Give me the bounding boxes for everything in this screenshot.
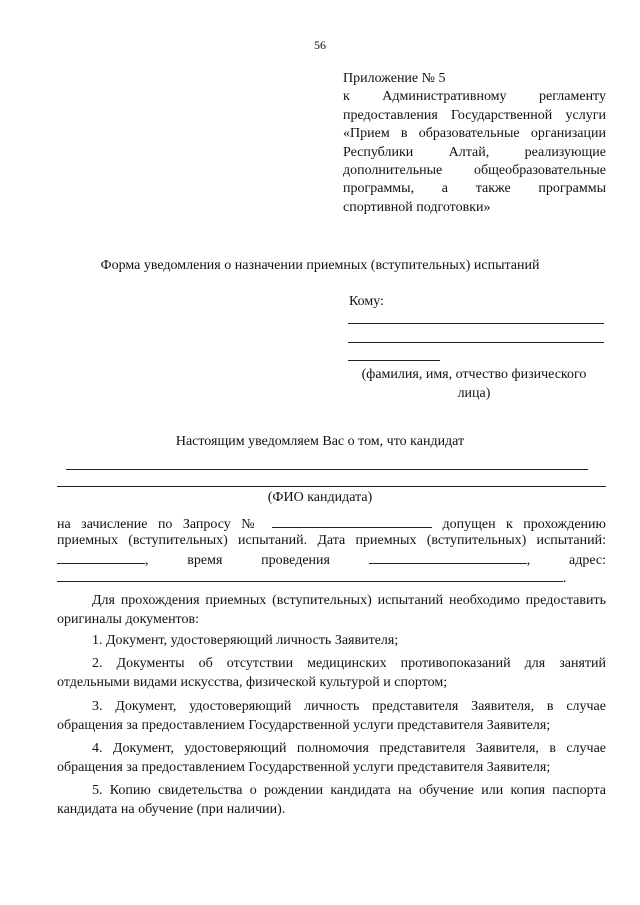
admitted-text: допущен к прохождению bbox=[442, 517, 606, 532]
appendix-line: «Прием в образовательные организации bbox=[343, 126, 606, 142]
page-number: 56 bbox=[314, 38, 326, 52]
exam-time-field[interactable] bbox=[369, 550, 527, 564]
exam-date-line: приемных (вступительных) испытаний. Дата приемных (вступительных) испытаний: bbox=[57, 533, 606, 548]
address-label: адрес: bbox=[569, 553, 607, 568]
exam-details-line bbox=[57, 550, 606, 570]
appendix-line: Республики Алтай, реализующие bbox=[343, 144, 606, 160]
documents-intro: Для прохождения приемных (вступительных) испытаний необходимо предоставить оригиналы документов: bbox=[57, 593, 606, 627]
appendix-line: спортивной подготовки» bbox=[343, 199, 491, 215]
conduct-label: проведения bbox=[261, 553, 330, 568]
request-line bbox=[57, 514, 606, 534]
document-item: 1. Документ, удостоверяющий личность Заявителя; bbox=[92, 633, 399, 648]
time-field-group: , bbox=[369, 553, 531, 568]
address-end: . bbox=[563, 571, 567, 586]
appendix-line: Приложение № 5 bbox=[343, 71, 446, 86]
appendix-line: к Административному регламенту bbox=[343, 89, 606, 105]
recipient-caption bbox=[343, 365, 605, 403]
candidate-name-line-1[interactable] bbox=[66, 469, 588, 470]
appendix-line: программы, а также программы bbox=[343, 181, 606, 197]
request-text: на зачисление по Запросу № bbox=[57, 517, 262, 532]
recipient-name-line-3[interactable] bbox=[348, 360, 440, 361]
candidate-name-line-2[interactable] bbox=[57, 486, 606, 487]
appendix-line: предоставления Государственной услуги bbox=[343, 107, 606, 123]
appendix-line: дополнительные общеобразовательные bbox=[343, 163, 606, 179]
document-item: 5. Копию свидетельства о рождении кандидата на обучение или копия паспорта кандидата на обучение (при наличии). bbox=[57, 783, 606, 817]
form-title: Форма уведомления о назначении приемных (вступительных) испытаний bbox=[100, 258, 540, 273]
candidate-caption: (ФИО кандидата) bbox=[267, 490, 373, 505]
recipient-label: Кому: bbox=[349, 294, 384, 309]
time-label: время bbox=[187, 553, 223, 568]
document-item: 2. Документы об отсутствии медицинских противопоказаний для занятий отдельными видами искусства, физической культурой и спортом; bbox=[57, 656, 606, 690]
recipient-caption-line: лица) bbox=[457, 386, 491, 401]
date-field-group: , bbox=[57, 553, 149, 568]
recipient-name-line-2[interactable] bbox=[348, 342, 604, 343]
document-item: 3. Документ, удостоверяющий личность представителя Заявителя, в случае обращения за предоставлением Государственной услуги представителя Заявителя; bbox=[57, 699, 606, 733]
address-line bbox=[57, 568, 606, 588]
appendix-header bbox=[343, 70, 606, 217]
recipient-name-line-1[interactable] bbox=[348, 323, 604, 324]
document-item: 4. Документ, удостоверяющий полномочия представителя Заявителя, в случае обращения за предоставлением Государственной услуги представителя Заявителя; bbox=[57, 741, 606, 775]
request-number-field[interactable] bbox=[272, 514, 432, 528]
exam-address-field[interactable] bbox=[57, 568, 563, 582]
recipient-caption-line: (фамилия, имя, отчество физического bbox=[361, 367, 587, 382]
notice-intro: Настоящим уведомляем Вас о том, что кандидат bbox=[175, 434, 465, 449]
exam-date-field[interactable] bbox=[57, 550, 145, 564]
